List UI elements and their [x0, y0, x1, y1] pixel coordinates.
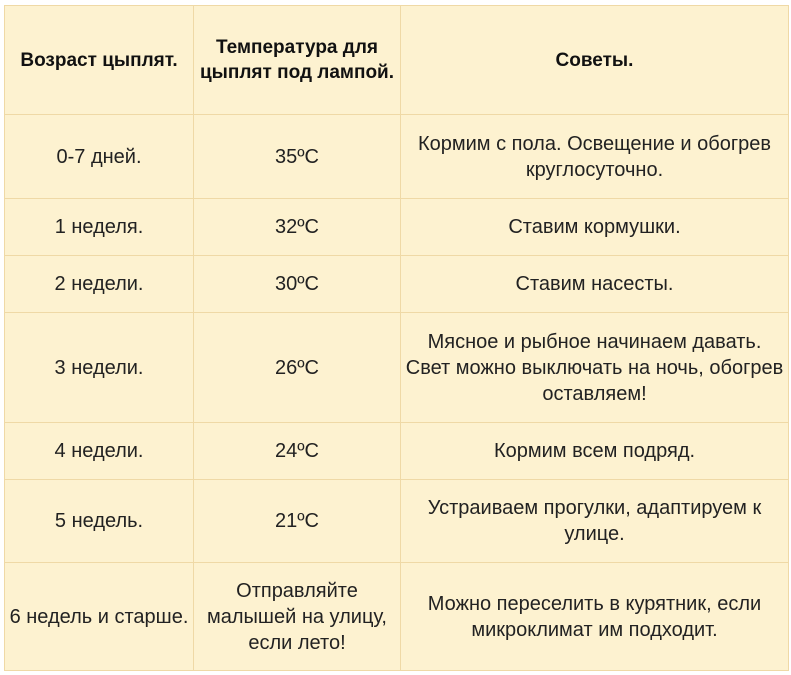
cell-advice: Кормим с пола. Освещение и обогрев круглосуточно. — [401, 115, 789, 199]
table-row — [5, 423, 789, 480]
cell-age: 2 недели. — [5, 256, 194, 313]
cell-temperature: 26ºC — [194, 313, 401, 423]
cell-temperature: 35ºC — [194, 115, 401, 199]
table-row — [5, 563, 789, 671]
table-header-row — [5, 6, 789, 115]
cell-advice: Можно переселить в курятник, если микроклимат им подходит. — [401, 563, 789, 671]
table-row — [5, 480, 789, 563]
table-row — [5, 313, 789, 423]
cell-temperature: 30ºC — [194, 256, 401, 313]
header-temperature: Температура для цыплят под лампой. — [194, 6, 401, 115]
cell-age: 1 неделя. — [5, 199, 194, 256]
cell-age: 0-7 дней. — [5, 115, 194, 199]
cell-advice: Кормим всем подряд. — [401, 423, 789, 480]
cell-age: 5 недель. — [5, 480, 194, 563]
header-age: Возраст цыплят. — [5, 6, 194, 115]
cell-advice: Ставим кормушки. — [401, 199, 789, 256]
chick-temperature-table — [4, 5, 789, 671]
cell-age: 4 недели. — [5, 423, 194, 480]
table-row — [5, 199, 789, 256]
header-advice: Советы. — [401, 6, 789, 115]
cell-age: 3 недели. — [5, 313, 194, 423]
cell-temperature: 21ºC — [194, 480, 401, 563]
table-row — [5, 115, 789, 199]
cell-advice: Мясное и рыбное начинаем давать. Свет можно выключать на ночь, обогрев оставляем! — [401, 313, 789, 423]
cell-advice: Ставим насесты. — [401, 256, 789, 313]
cell-temperature: Отправляйте малышей на улицу, если лето! — [194, 563, 401, 671]
cell-age: 6 недель и старше. — [5, 563, 194, 671]
cell-advice: Устраиваем прогулки, адаптируем к улице. — [401, 480, 789, 563]
cell-temperature: 24ºC — [194, 423, 401, 480]
cell-temperature: 32ºC — [194, 199, 401, 256]
chick-temperature-table-container — [4, 5, 788, 670]
table-row — [5, 256, 789, 313]
